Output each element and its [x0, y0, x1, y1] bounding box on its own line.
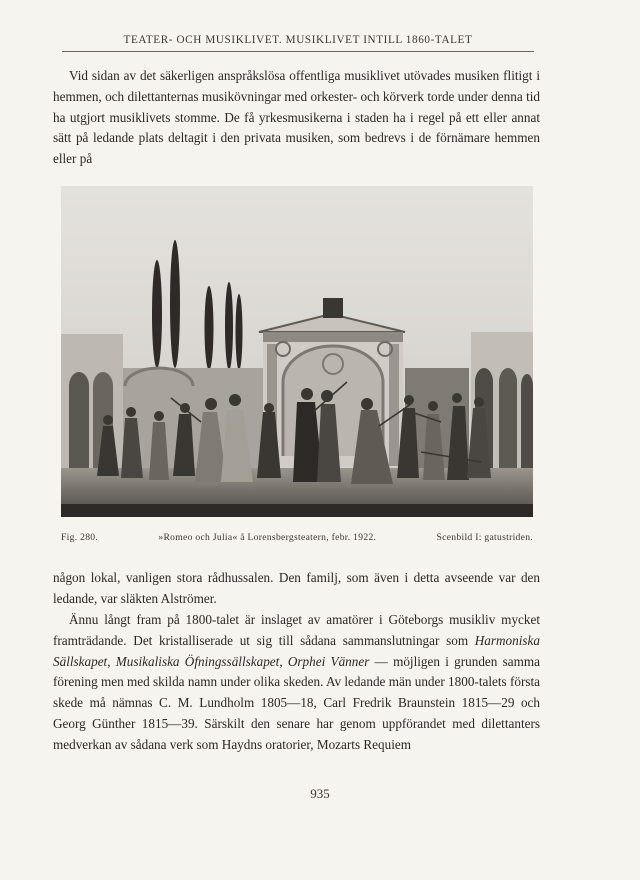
separator: ,: [279, 653, 288, 669]
figure-caption: [61, 532, 533, 543]
paragraph-1: Vid sidan av det säkerligen anspråkslösa offentliga musiklivet utövades musiken flitigt i hemmen, och dilettanternas musikövningar med orkester- och körverk torde under denna tid ha utgjort musiklivets stomme. De få yrkesmusikerna i staden ha i regel på ett eller annat sätt på ledande plats deltagit i den privata musiken, som bedrevs i de förnämare hemmen eller på: [53, 68, 540, 167]
paragraph-2-part-a: Ännu långt fram på 1800-talet är inslaget av amatörer i Göteborgs musikliv mycket framträdande. Det kristalliserade ut sig till sådana sammanslutningar som: [53, 612, 540, 648]
running-head: TEATER- OCH MUSIKLIVET. MUSIKLIVET INTILL 1860-TALET: [123, 34, 473, 46]
page-number: 935: [310, 786, 330, 801]
paragraph-2: [53, 610, 540, 756]
society-name-harmoniska: Harmoniska Sällskapet: [53, 632, 540, 669]
header-rule: [62, 51, 534, 52]
stage-scene-illustration: [61, 186, 533, 517]
paragraph-1-continued: någon lokal, vanligen stora rådhussalen. Den familj, som även i detta avseende var den ledande, var släkten Alströmer.: [53, 570, 540, 606]
stage-photograph: [61, 186, 533, 517]
society-name-musikaliska: Musikaliska Öfningssällskapet: [115, 653, 280, 669]
society-name-orphei: Orphei Vänner: [287, 653, 370, 669]
caption-scene: Scenbild I: gatustriden.: [436, 532, 533, 543]
caption-number: Fig. 280.: [61, 532, 99, 543]
caption-text: »Romeo och Julia« å Lorensbergsteatern, febr. 1922.: [158, 532, 377, 543]
paragraph-2-part-b: — möjligen i grunden samma förening men med skilda namn under olika skeden. Av ledande män under 1800-talets första skede må nämnas C. M. Lundholm 1805—18, Carl Fredrik Braunstein 1815—29 och Georg Günther 1815—39. Särskilt den senare har genom uppförandet med dilettanters medverkan av sådana verk som Haydns oratorier, Mozarts Requiem: [53, 653, 541, 752]
separator: ,: [107, 653, 116, 669]
